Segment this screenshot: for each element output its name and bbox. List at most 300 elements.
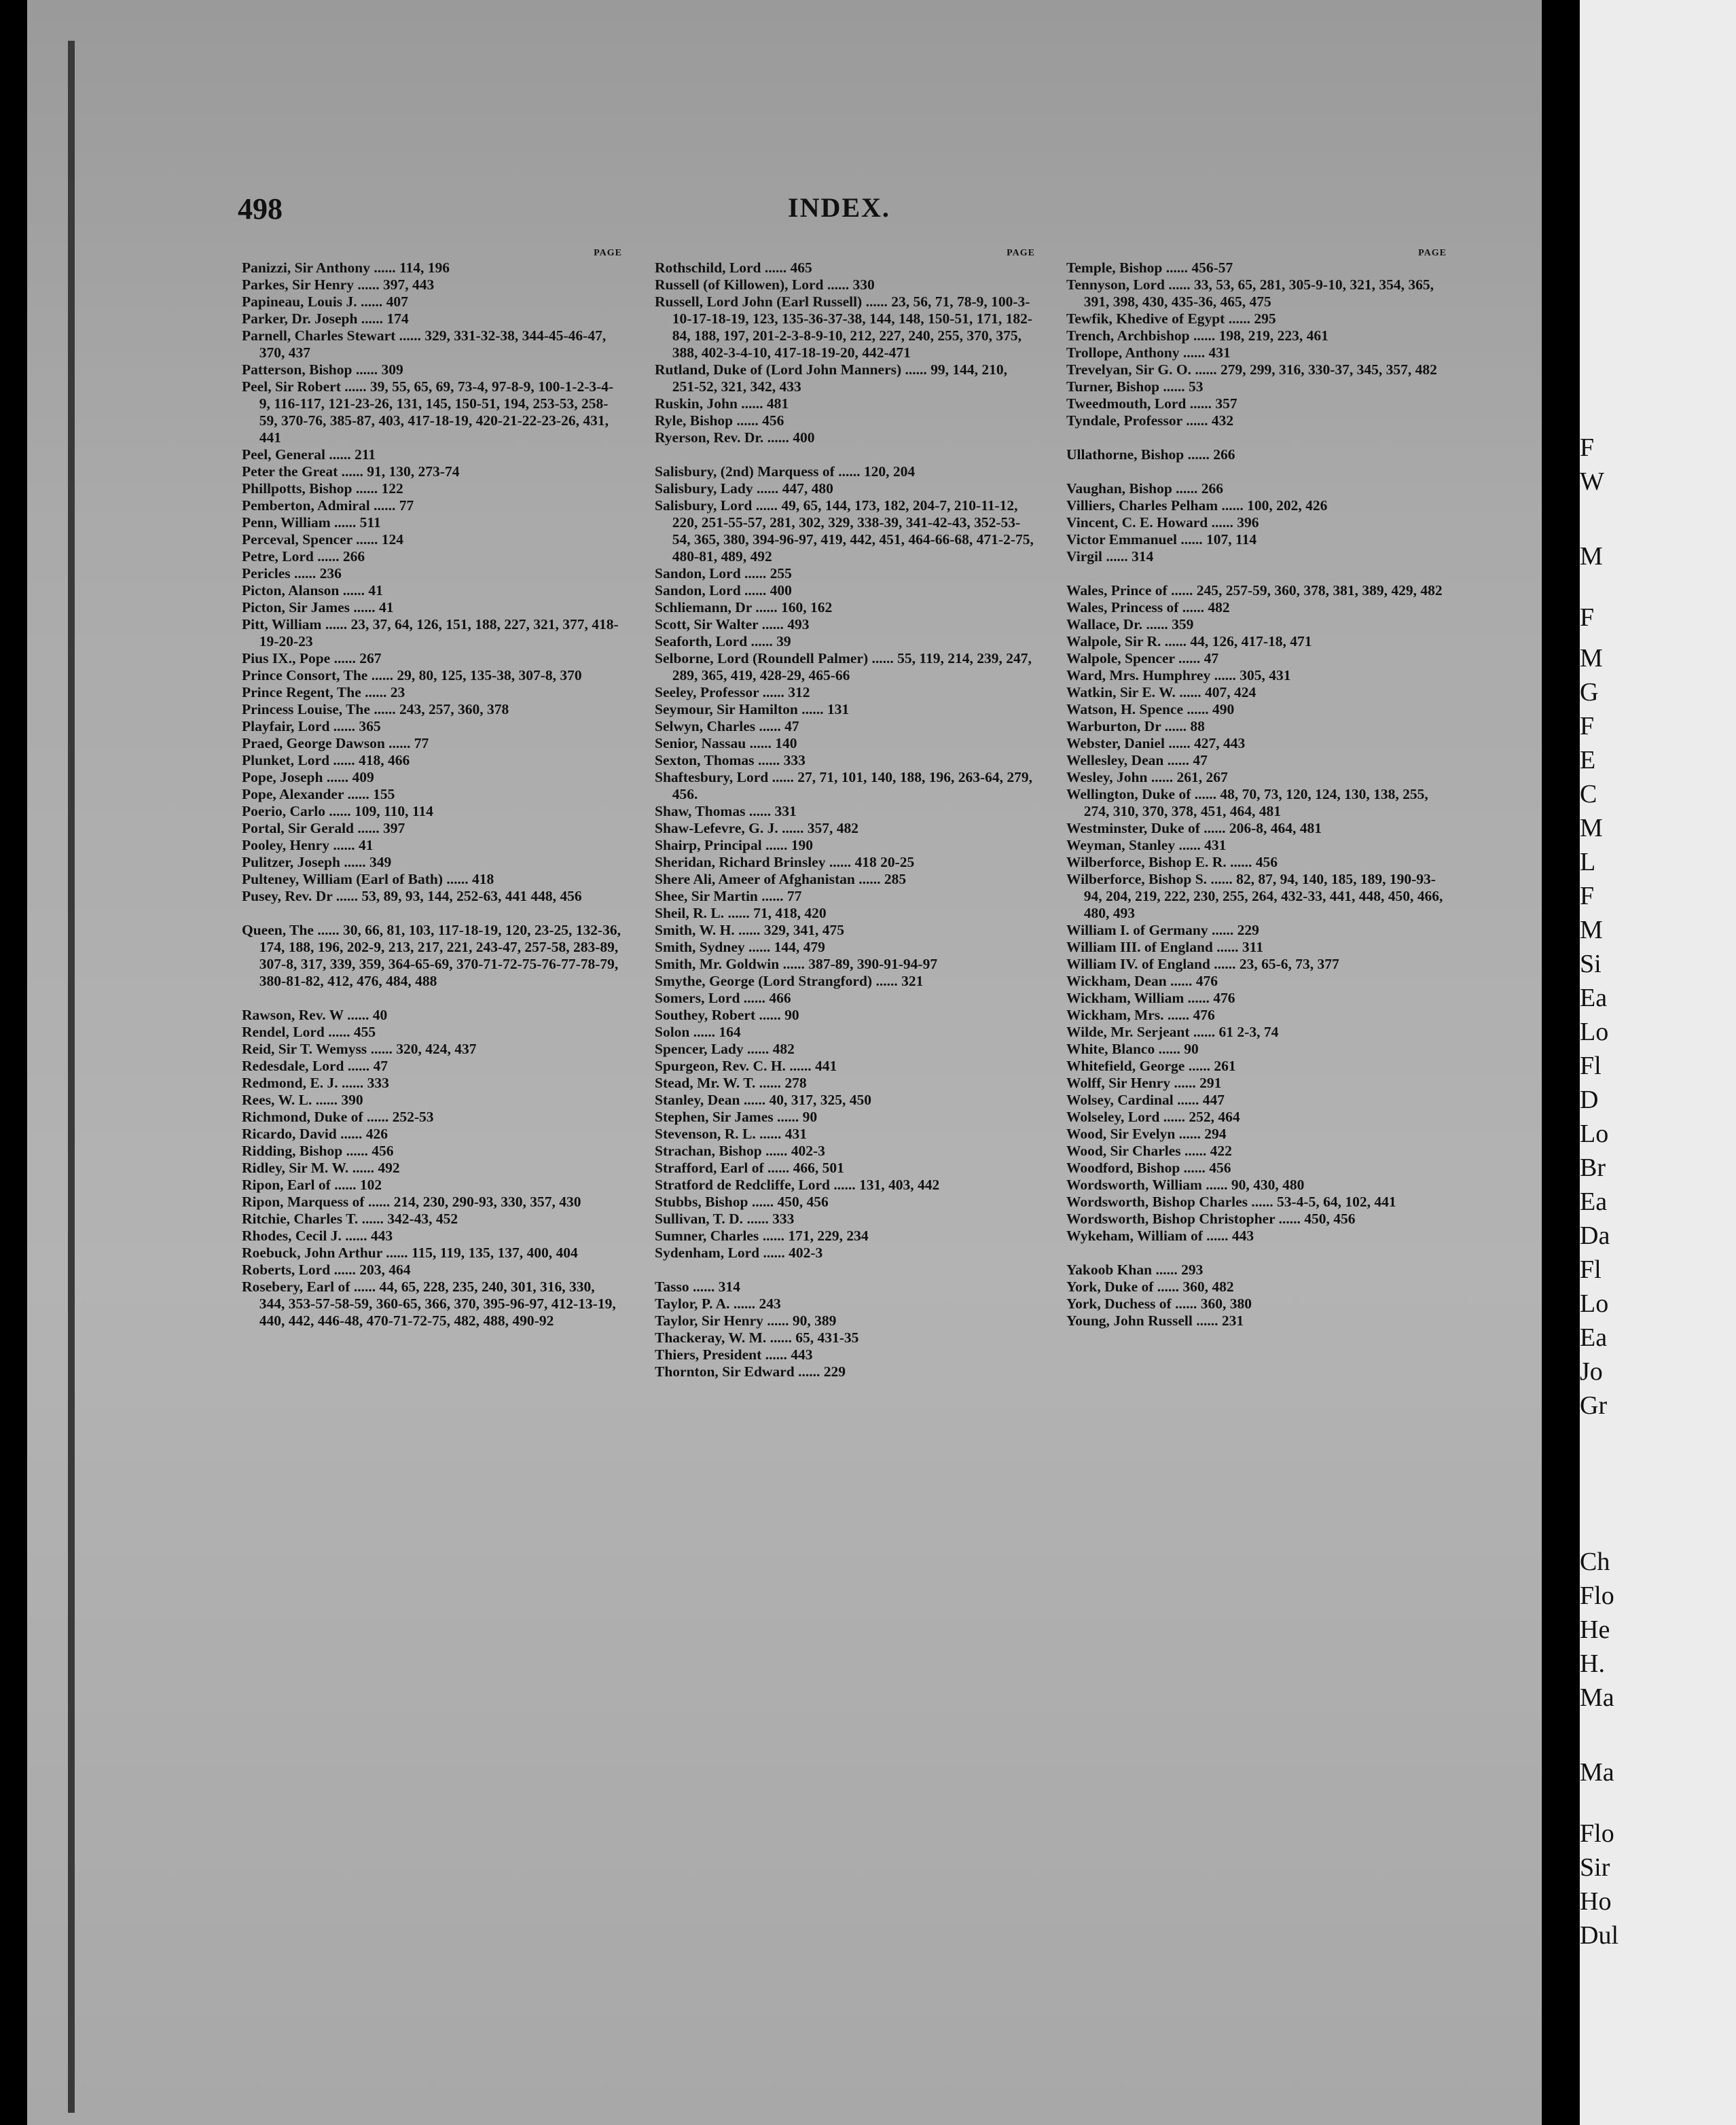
index-entry-pages: 443 [1231, 1228, 1254, 1244]
leader-dots: ...... [357, 310, 387, 327]
index-entry-pages: 236 [319, 565, 342, 582]
letter-section-gap [1066, 1245, 1447, 1262]
index-entry [242, 820, 622, 837]
index-entry-pages: 40, 317, 325, 450 [769, 1092, 871, 1108]
index-entry-pages: 155 [373, 786, 395, 802]
index-entry [1066, 599, 1447, 616]
index-entry-name: Reid, Sir T. Wemyss [242, 1041, 367, 1057]
index-entry [655, 582, 1035, 599]
index-entry-name: Rees, W. L. [242, 1092, 312, 1108]
index-entry [655, 497, 1035, 565]
index-entry [655, 1312, 1035, 1329]
index-entry-name: Selwyn, Charles [655, 718, 756, 734]
index-entry [655, 1041, 1035, 1058]
leader-dots: ...... [1166, 973, 1196, 989]
index-entry [1066, 1024, 1447, 1041]
next-page-text-fragment: Da [1580, 1221, 1610, 1250]
index-entry [242, 1024, 622, 1041]
leader-dots: ...... [761, 1143, 791, 1159]
leader-dots: ...... [724, 905, 754, 921]
index-entry-pages: 48, 70, 73, 120, 124, 130, 138, 255, 274, 310, 370, 378, 451, 464, 481 [1083, 786, 1428, 819]
index-entry-pages: 455 [353, 1024, 376, 1040]
index-entry-name: Redmond, E. J. [242, 1075, 338, 1091]
index-entry-pages: 39 [776, 633, 791, 649]
index-entry-name: Smith, Sydney [655, 939, 745, 955]
leader-dots: ...... [763, 1312, 793, 1329]
index-entry-pages: 131, 403, 442 [858, 1177, 940, 1193]
index-entry [1066, 837, 1447, 854]
leader-dots: ...... [1162, 260, 1192, 276]
index-entry [1066, 820, 1447, 837]
next-page-text-fragment: Gr [1580, 1391, 1608, 1420]
index-entry-name: Whitefield, George [1066, 1058, 1185, 1074]
leader-dots: ...... [1167, 582, 1197, 599]
index-entry-name: Salisbury, (2nd) Marquess of [655, 463, 835, 480]
leader-dots: ...... [1208, 514, 1237, 531]
index-entry-name: Ryerson, Rev. Dr. [655, 429, 764, 446]
index-entry-name: Rendel, Lord [242, 1024, 325, 1040]
next-page-text-fragment: F [1580, 433, 1595, 462]
index-entry-name: Plunket, Lord [242, 752, 330, 768]
index-entry-pages: 211 [354, 446, 376, 463]
index-entry [242, 310, 622, 327]
index-entry-name: Scott, Sir Walter [655, 616, 759, 632]
next-page-text-fragment: W [1580, 467, 1604, 496]
index-entry-pages: 431 [1208, 344, 1231, 361]
index-entry [655, 837, 1035, 854]
index-entry-pages: 243, 257, 360, 378 [399, 701, 509, 717]
leader-dots: ...... [344, 1058, 374, 1074]
index-entry-name: Portal, Sir Gerald [242, 820, 355, 836]
index-entry-name: Pope, Joseph [242, 769, 323, 785]
index-entry-pages: 342-43, 452 [387, 1211, 458, 1227]
index-entry-name: Wolseley, Lord [1066, 1109, 1160, 1125]
index-entry [655, 735, 1035, 752]
index-entry-name: Wales, Prince of [1066, 582, 1168, 599]
next-page-text-fragment: Ea [1580, 984, 1608, 1012]
index-entry-pages: 120, 204 [863, 463, 916, 480]
index-entry-pages: 90 [802, 1109, 818, 1125]
letter-section-gap [1066, 463, 1447, 480]
index-entry-pages: 144, 479 [774, 939, 825, 955]
index-entry-pages: 90 [1184, 1041, 1199, 1057]
index-entry-name: Trevelyan, Sir G. O. [1066, 361, 1191, 378]
index-entry-pages: 214, 230, 290-93, 330, 357, 430 [393, 1194, 581, 1210]
index-entry [1066, 1160, 1447, 1177]
leader-dots: ...... [369, 260, 399, 276]
index-entry-name: Parnell, Charles Stewart [242, 327, 396, 344]
index-entry-name: Stanley, Dean [655, 1092, 740, 1108]
index-entry-name: Tennyson, Lord [1066, 276, 1165, 293]
leader-dots: ...... [755, 1007, 785, 1023]
index-entry [655, 260, 1035, 276]
index-entry [655, 1092, 1035, 1109]
index-entry-pages: 359 [1172, 616, 1194, 632]
index-entry-name: Spurgeon, Rev. C. H. [655, 1058, 786, 1074]
index-entry-pages: 203, 464 [359, 1262, 411, 1278]
leader-dots: ...... [342, 1143, 372, 1159]
index-entry [655, 412, 1035, 429]
index-entry [1066, 633, 1447, 650]
index-entry-pages: 23 [390, 684, 405, 700]
index-entry [655, 701, 1035, 718]
index-entry [242, 718, 622, 735]
leader-dots: ...... [1202, 1228, 1232, 1244]
letter-section-gap [655, 1262, 1035, 1279]
leader-dots: ...... [747, 633, 777, 649]
leader-dots: ...... [369, 701, 399, 717]
index-entry [1066, 1211, 1447, 1228]
index-entry [1066, 854, 1447, 871]
index-entry [655, 276, 1035, 293]
leader-dots: ...... [740, 565, 770, 582]
index-entry-pages: 294 [1204, 1126, 1227, 1142]
index-entry-pages: 23, 56, 71, 78-9, 100-3-10-17-18-19, 123, 135-36-37-38, 144, 148, 150-51, 171, 182-84, 188, 197, 201-2-3-8-9-10, 212, 227, 240, 255, 370, 375, 388, 402-3-4-10, 417-18-19-20, 442-471 [672, 293, 1033, 361]
index-entry-name: Rhodes, Cecil J. [242, 1228, 342, 1244]
index-entry-pages: 44, 126, 417-18, 471 [1190, 633, 1312, 649]
leader-dots: ...... [1186, 395, 1216, 412]
index-column-3 [1066, 249, 1447, 1329]
letter-section-gap [1066, 565, 1447, 582]
next-page-text-fragment: Ea [1580, 1188, 1608, 1216]
index-entry-pages: 278 [784, 1075, 807, 1091]
next-page-text-fragment: Ea [1580, 1323, 1608, 1352]
index-entry [655, 1126, 1035, 1143]
leader-dots: ...... [1189, 327, 1219, 344]
index-entry [1066, 1177, 1447, 1194]
index-entry-pages: 493 [787, 616, 810, 632]
index-entry-pages: 492 [378, 1160, 400, 1176]
index-entry-name: Smythe, George (Lord Strangford) [655, 973, 873, 989]
index-entry-name: Wood, Sir Evelyn [1066, 1126, 1176, 1142]
index-entry [655, 1058, 1035, 1075]
index-entry [242, 1007, 622, 1024]
leader-dots: ...... [740, 1092, 770, 1108]
index-entry-pages: 267 [359, 650, 382, 666]
index-entry [655, 633, 1035, 650]
next-page-text-fragment: M [1580, 814, 1603, 842]
index-entry-name: Petre, Lord [242, 548, 314, 565]
index-entry-pages: 427, 443 [1193, 735, 1246, 751]
leader-dots: ...... [1175, 1126, 1205, 1142]
leader-dots: ...... [1177, 531, 1207, 548]
leader-dots: ...... [1173, 1092, 1203, 1108]
index-entry [655, 1245, 1035, 1262]
index-entry [1066, 1194, 1447, 1211]
leader-dots: ...... [1170, 1075, 1200, 1091]
index-entry [1066, 1109, 1447, 1126]
leader-dots: ...... [758, 616, 788, 632]
index-entry-name: Schliemann, Dr [655, 599, 752, 615]
leader-dots: ...... [778, 820, 808, 836]
leader-dots: ...... [329, 718, 359, 734]
next-page-text-fragment: Si [1580, 950, 1602, 978]
index-entry-pages: 53, 89, 93, 144, 252-63, 441 448, 456 [361, 888, 582, 904]
index-entry-name: Patterson, Bishop [242, 361, 352, 378]
index-entry-pages: 456 [1255, 854, 1278, 870]
index-entry [1066, 1262, 1447, 1279]
index-entry [242, 531, 622, 548]
leader-dots: ...... [321, 616, 351, 632]
index-entry [655, 480, 1035, 497]
index-entry-name: Wood, Sir Charles [1066, 1143, 1181, 1159]
index-entry-pages: 91, 130, 273-74 [367, 463, 460, 480]
leader-dots: ...... [746, 735, 776, 751]
index-entry-name: Stubbs, Bishop [655, 1194, 748, 1210]
index-entry [1066, 786, 1447, 820]
leader-dots: ...... [757, 888, 787, 904]
leader-dots: ...... [901, 361, 931, 378]
index-entry-name: Roberts, Lord [242, 1262, 331, 1278]
index-entry [1066, 616, 1447, 633]
index-entry-pages: 27, 71, 101, 140, 188, 196, 263-64, 279, 456. [672, 769, 1033, 802]
index-entry-pages: 47 [373, 1058, 388, 1074]
index-entry [1066, 395, 1447, 412]
index-entry-pages: 482 [1208, 599, 1230, 615]
index-entry [1066, 260, 1447, 276]
book-gutter [1542, 0, 1580, 2125]
index-entry-pages: 314 [1131, 548, 1154, 565]
index-entry-pages: 466, 501 [793, 1160, 844, 1176]
index-entry-name: Ridding, Bishop [242, 1143, 343, 1159]
index-entry-name: Shaftesbury, Lord [655, 769, 769, 785]
page-column-label: PAGE [1418, 248, 1447, 258]
leader-dots: ...... [1159, 378, 1189, 395]
index-entry-pages: 23, 65-6, 73, 377 [1239, 956, 1339, 972]
leader-dots: ...... [740, 582, 770, 599]
index-entry [655, 565, 1035, 582]
index-entry-name: Vaughan, Bishop [1066, 480, 1172, 497]
index-entry-pages: 47 [1193, 752, 1208, 768]
index-entry [242, 1109, 622, 1126]
leader-dots: ...... [1178, 599, 1208, 615]
index-entry [655, 1211, 1035, 1228]
leader-dots: ...... [354, 820, 384, 836]
index-entry-name: Pooley, Henry [242, 837, 329, 853]
index-entry-pages: 422 [1210, 1143, 1232, 1159]
index-entry-pages: 456-57 [1191, 260, 1233, 276]
leader-dots: ...... [754, 752, 784, 768]
index-entry-name: Picton, Sir James [242, 599, 350, 615]
index-entry-pages: 466 [769, 990, 791, 1006]
index-entry-name: Somers, Lord [655, 990, 740, 1006]
index-entry [1066, 514, 1447, 531]
index-entry-pages: 261 [1214, 1058, 1236, 1074]
index-entry-name: William IV. of England [1066, 956, 1210, 972]
index-entry [655, 871, 1035, 888]
index-entry-name: Sexton, Thomas [655, 752, 755, 768]
index-entry-pages: 33, 53, 65, 281, 305-9-10, 321, 354, 365, 391, 398, 430, 435-36, 465, 475 [1083, 276, 1434, 310]
index-entry-name: Wolff, Sir Henry [1066, 1075, 1171, 1091]
leader-dots: ...... [744, 939, 774, 955]
index-entry-pages: 321 [901, 973, 924, 989]
index-entry-pages: 426 [365, 1126, 388, 1142]
index-entry [655, 395, 1035, 412]
index-entry-name: Ridley, Sir M. W. [242, 1160, 349, 1176]
index-entry [655, 599, 1035, 616]
index-entry-pages: 285 [884, 871, 907, 887]
leader-dots: ...... [734, 922, 764, 938]
index-entry-pages: 407 [386, 293, 408, 310]
leader-dots: ...... [797, 701, 827, 717]
index-entry-pages: 229 [823, 1363, 846, 1380]
index-entry-pages: 77 [414, 735, 429, 751]
next-page-text-fragment: M [1580, 916, 1603, 944]
index-entry [655, 1279, 1035, 1296]
index-entry-name: Woodford, Bishop [1066, 1160, 1180, 1176]
index-entry-name: Yakoob Khan [1066, 1262, 1153, 1278]
index-entry-name: Pulitzer, Joseph [242, 854, 340, 870]
index-entry [242, 1126, 622, 1143]
index-entry-pages: 41 [358, 837, 374, 853]
index-entry-pages: 447, 480 [782, 480, 833, 497]
index-entry-pages: 77 [786, 888, 802, 904]
index-entry [1066, 973, 1447, 990]
index-entry-name: Stead, Mr. W. T. [655, 1075, 756, 1091]
leader-dots: ...... [290, 565, 320, 582]
leader-dots: ...... [1201, 1177, 1231, 1193]
index-entry-name: Parkes, Sir Henry [242, 276, 355, 293]
index-entry [242, 1075, 622, 1092]
index-entry [1066, 497, 1447, 514]
index-entry [242, 1279, 622, 1329]
index-entry [242, 361, 622, 378]
leader-dots: ...... [1163, 1007, 1193, 1023]
index-entry-pages: 305, 431 [1240, 667, 1291, 683]
index-entry-pages: 71, 418, 420 [753, 905, 827, 921]
leader-dots: ...... [773, 1109, 803, 1125]
page-shadow-edge [68, 41, 75, 2113]
index-entry [655, 429, 1035, 446]
index-entry-pages: 174 [386, 310, 409, 327]
index-entry [1066, 1279, 1447, 1296]
index-entry-name: Villiers, Charles Pelham [1066, 497, 1218, 514]
index-entry [242, 327, 622, 361]
index-entry [1066, 1312, 1447, 1329]
index-entry-name: Shere Ali, Ameer of Afghanistan [655, 871, 855, 887]
index-entry-pages: 131 [827, 701, 850, 717]
index-entry-name: Queen, The [242, 922, 314, 938]
index-entry-pages: 465 [790, 260, 812, 276]
index-entry [1066, 1058, 1447, 1075]
index-entry-name: Thiers, President [655, 1346, 762, 1363]
index-entry-pages: 40 [372, 1007, 388, 1023]
index-entry-name: Sydenham, Lord [655, 1245, 760, 1261]
index-entry-name: Wykeham, William of [1066, 1228, 1203, 1244]
index-entry-name: Pulteney, William (Earl of Bath) [242, 871, 444, 887]
leader-dots: ...... [779, 956, 809, 972]
leader-dots: ...... [443, 871, 473, 887]
index-entry [1066, 701, 1447, 718]
index-entry-name: Temple, Bishop [1066, 260, 1163, 276]
index-entry-name: Pericles [242, 565, 291, 582]
index-entry-pages: 231 [1221, 1312, 1244, 1329]
index-entry-pages: 476 [1193, 1007, 1215, 1023]
next-page-text-fragment: Dul [1580, 1921, 1619, 1950]
leader-dots: ...... [344, 786, 374, 802]
index-entry [655, 769, 1035, 803]
index-entry-pages: 279, 299, 316, 330-37, 345, 357, 482 [1220, 361, 1437, 378]
index-entry-pages: 312 [788, 684, 810, 700]
leader-dots: ...... [323, 769, 352, 785]
index-entry [1066, 1041, 1447, 1058]
leader-dots: ...... [729, 1296, 759, 1312]
next-page-text-fragment: L [1580, 848, 1596, 876]
index-entry-pages: 266 [1201, 480, 1224, 497]
leader-dots: ...... [330, 1262, 360, 1278]
index-entry-name: Wordsworth, Bishop Christopher [1066, 1211, 1276, 1227]
index-entry [655, 463, 1035, 480]
index-entry-pages: 333 [367, 1075, 389, 1091]
index-entry-name: Selborne, Lord (Roundell Palmer) [655, 650, 869, 666]
page-title: INDEX. [788, 192, 890, 223]
index-entry [242, 1041, 622, 1058]
leader-dots: ...... [1180, 1143, 1210, 1159]
next-page-text-fragment: Flo [1580, 1582, 1614, 1610]
index-entry-pages: 90, 430, 480 [1231, 1177, 1305, 1193]
next-page-text-fragment: H. [1580, 1649, 1605, 1678]
index-entry-name: Russell, Lord John (Earl Russell) [655, 293, 863, 310]
next-page-text-fragment: Lo [1580, 1120, 1609, 1148]
index-entry-pages: 53-4-5, 64, 102, 441 [1277, 1194, 1396, 1210]
leader-dots: ...... [1161, 718, 1191, 734]
index-entry [655, 803, 1035, 820]
index-entry-name: Wellesley, Dean [1066, 752, 1164, 768]
next-page-text-fragment: C [1580, 780, 1597, 808]
index-entry-pages: 88 [1190, 718, 1205, 734]
leader-dots: ...... [743, 1041, 773, 1057]
index-entry [242, 599, 622, 616]
next-page-text-fragment: E [1580, 746, 1596, 774]
index-entry-name: Shaw-Lefevre, G. J. [655, 820, 778, 836]
index-entry-name: Salisbury, Lord [655, 497, 753, 514]
index-entry-pages: 418 20-25 [854, 854, 915, 870]
leader-dots: ...... [325, 803, 355, 819]
letter-section-gap [1066, 429, 1447, 446]
index-entry-name: Warburton, Dr [1066, 718, 1161, 734]
index-entry-name: Princess Louise, The [242, 701, 370, 717]
index-entry-pages: 122 [381, 480, 403, 497]
leader-dots: ...... [352, 531, 382, 548]
index-entry-name: Ritchie, Charles T. [242, 1211, 359, 1227]
index-entry [1066, 922, 1447, 939]
index-entry-pages: 360, 380 [1200, 1296, 1252, 1312]
index-entry [242, 260, 622, 276]
leader-dots: ...... [1183, 701, 1213, 717]
next-page-text-fragment: Fl [1580, 1255, 1602, 1284]
next-page-text-fragment: F [1580, 712, 1595, 740]
index-entry-name: Shairp, Principal [655, 837, 762, 853]
index-entry [1066, 327, 1447, 344]
index-entry-name: Rosebery, Earl of [242, 1279, 350, 1295]
leader-dots: ...... [313, 922, 343, 938]
leader-dots: ...... [1191, 361, 1220, 378]
leader-dots: ...... [759, 684, 789, 700]
index-entry [655, 1228, 1035, 1245]
index-entry-name: Sheil, R. L. [655, 905, 725, 921]
index-entry-pages: 400 [793, 429, 815, 446]
index-entry-name: Solon [655, 1024, 690, 1040]
index-entry-pages: 456 [762, 412, 784, 429]
index-entry-name: York, Duke of [1066, 1279, 1154, 1295]
next-page-text-fragment: Ma [1580, 1683, 1614, 1712]
index-entry-pages: 114, 196 [399, 260, 450, 276]
leader-dots: ...... [1275, 1211, 1305, 1227]
index-entry-name: Tewfik, Khedive of Egypt [1066, 310, 1225, 327]
leader-dots: ...... [1210, 956, 1240, 972]
index-entry [1066, 871, 1447, 922]
index-entry-name: Roebuck, John Arthur [242, 1245, 382, 1261]
